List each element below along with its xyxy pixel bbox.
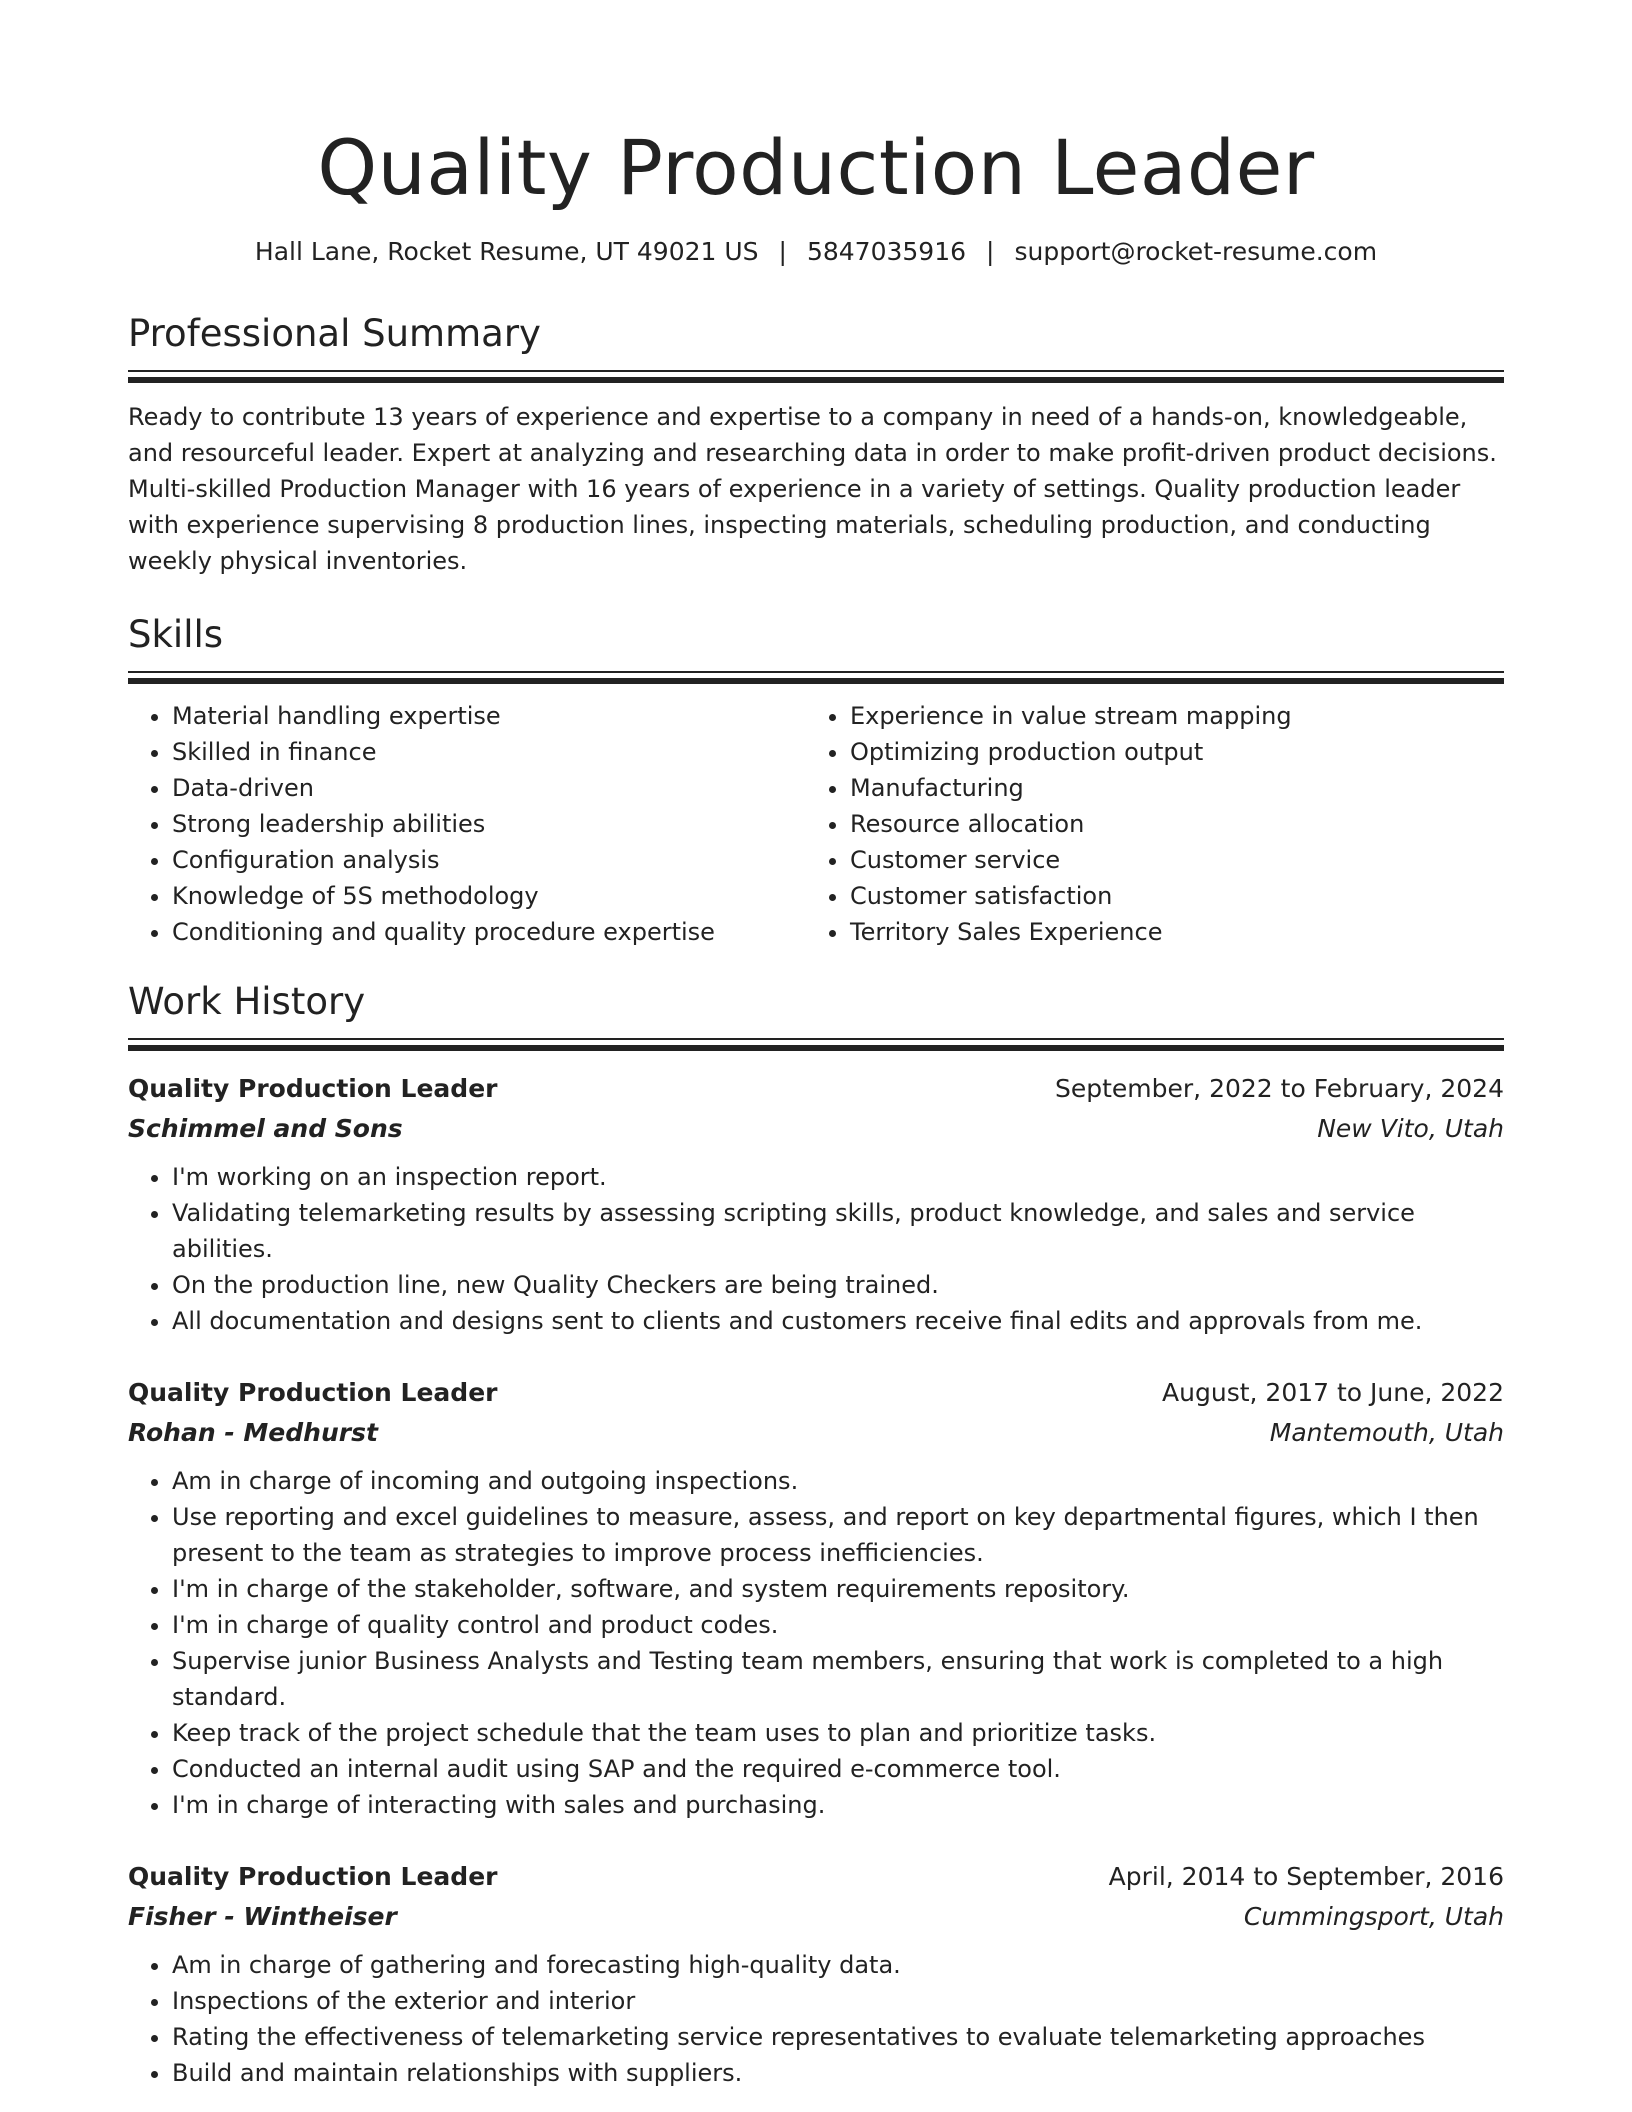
work-history-section	[128, 978, 1504, 2091]
job-company: Schimmel and Sons	[128, 1114, 403, 1143]
skill-item: • Conditioning and quality procedure expertise	[172, 914, 806, 950]
job-title: Quality Production Leader	[128, 1378, 498, 1407]
skills-columns	[128, 698, 1504, 950]
job-title: Quality Production Leader	[128, 1074, 498, 1103]
job-duty: • Rating the effectiveness of telemarketing service representatives to evaluate telemarketing approaches	[172, 2019, 1504, 2055]
job-dates: September, 2022 to February, 2024	[1055, 1074, 1504, 1103]
job-header	[128, 1857, 1504, 1897]
job-location: Mantemouth, Utah	[1269, 1418, 1504, 1447]
job-duty: • I'm working on an inspection report.	[172, 1159, 1504, 1195]
job-header	[128, 1373, 1504, 1413]
work-history-title: Work History	[128, 980, 366, 1023]
skill-item: • Knowledge of 5S methodology	[172, 878, 806, 914]
skill-item: • Experience in value stream mapping	[850, 698, 1484, 734]
job-location: New Vito, Utah	[1317, 1114, 1504, 1143]
job-header	[128, 1069, 1504, 1109]
skill-item: • Customer satisfaction	[850, 878, 1484, 914]
summary-title: Professional Summary	[128, 312, 541, 355]
contact-separator: |	[778, 237, 787, 266]
job-company: Rohan - Medhurst	[128, 1418, 378, 1447]
resume-name: Quality Production Leader	[317, 123, 1315, 212]
job-duty: • Keep track of the project schedule that the team uses to plan and prioritize tasks.	[172, 1715, 1504, 1751]
job-subheader	[128, 1109, 1504, 1149]
contact-email: support@rocket-resume.com	[1014, 237, 1378, 266]
skill-item: • Optimizing production output	[850, 734, 1484, 770]
job-duty: • I'm in charge of quality control and product codes.	[172, 1607, 1504, 1643]
contact-line	[128, 236, 1504, 268]
section-divider	[128, 370, 1504, 372]
skill-item: • Resource allocation	[850, 806, 1484, 842]
skill-item: • Configuration analysis	[172, 842, 806, 878]
contact-separator: |	[986, 237, 995, 266]
job-duty: • I'm in charge of the stakeholder, software, and system requirements repository.	[172, 1571, 1504, 1607]
job-company: Fisher - Wintheiser	[128, 1902, 397, 1931]
job-duty: • Validating telemarketing results by assessing scripting skills, product knowledge, and sales and service abilities.	[172, 1195, 1504, 1267]
job-duty: • Inspections of the exterior and interior	[172, 1983, 1504, 2019]
job-duties	[128, 1947, 1504, 2091]
job-duty: • Build and maintain relationships with suppliers.	[172, 2055, 1504, 2091]
contact-phone: 5847035916	[806, 237, 967, 266]
skill-item: • Strong leadership abilities	[172, 806, 806, 842]
job-duty: • Use reporting and excel guidelines to measure, assess, and report on key departmental figures, which I then present to the team as strategies to improve process inefficiencies.	[172, 1499, 1504, 1571]
skill-item: • Data-driven	[172, 770, 806, 806]
skills-list-left	[128, 698, 806, 950]
skills-list-right	[806, 698, 1484, 950]
job-duty: • I'm in charge of interacting with sales and purchasing.	[172, 1787, 1504, 1823]
skill-item: • Skilled in finance	[172, 734, 806, 770]
job-duty: • On the production line, new Quality Checkers are being trained.	[172, 1267, 1504, 1303]
summary-section	[128, 310, 1504, 579]
skills-title: Skills	[128, 613, 224, 656]
section-divider-thick	[128, 1045, 1504, 1051]
summary-text: Ready to contribute 13 years of experience and expertise to a company in need of a hands-on, knowledgeable, and resourceful leader. Expert at analyzing and researching data in order to make profit-driven product decisions. Multi-skilled Production Manager with 16 years of experience in a variety of settings. Quality production leader with experience supervising 8 production lines, inspecting materials, scheduling production, and conducting weekly physical inventories.	[128, 403, 1497, 575]
job-duty: • All documentation and designs sent to clients and customers receive final edits and approvals from me.	[172, 1303, 1504, 1339]
job-location: Cummingsport, Utah	[1243, 1902, 1504, 1931]
job-dates: August, 2017 to June, 2022	[1162, 1378, 1504, 1407]
section-divider-thick	[128, 377, 1504, 383]
job-subheader	[128, 1897, 1504, 1937]
job-title: Quality Production Leader	[128, 1862, 498, 1891]
job-subheader	[128, 1413, 1504, 1453]
skill-item: • Customer service	[850, 842, 1484, 878]
job-duties	[128, 1463, 1504, 1823]
skill-item: • Manufacturing	[850, 770, 1484, 806]
section-divider-thick	[128, 678, 1504, 684]
job-duty: • Conducted an internal audit using SAP and the required e-commerce tool.	[172, 1751, 1504, 1787]
job-entry	[128, 1373, 1504, 1823]
job-duty: • Supervise junior Business Analysts and Testing team members, ensuring that work is completed to a high standard.	[172, 1643, 1504, 1715]
job-duties	[128, 1159, 1504, 1339]
job-duty: • Am in charge of gathering and forecasting high-quality data.	[172, 1947, 1504, 1983]
section-divider	[128, 1038, 1504, 1040]
section-divider	[128, 671, 1504, 673]
job-dates: April, 2014 to September, 2016	[1108, 1862, 1504, 1891]
skills-section	[128, 611, 1504, 950]
job-duty: • Am in charge of incoming and outgoing inspections.	[172, 1463, 1504, 1499]
skill-item: • Territory Sales Experience	[850, 914, 1484, 950]
job-entry	[128, 1857, 1504, 2091]
job-entry	[128, 1069, 1504, 1339]
contact-address: Hall Lane, Rocket Resume, UT 49021 US	[254, 237, 759, 266]
skill-item: • Material handling expertise	[172, 698, 806, 734]
